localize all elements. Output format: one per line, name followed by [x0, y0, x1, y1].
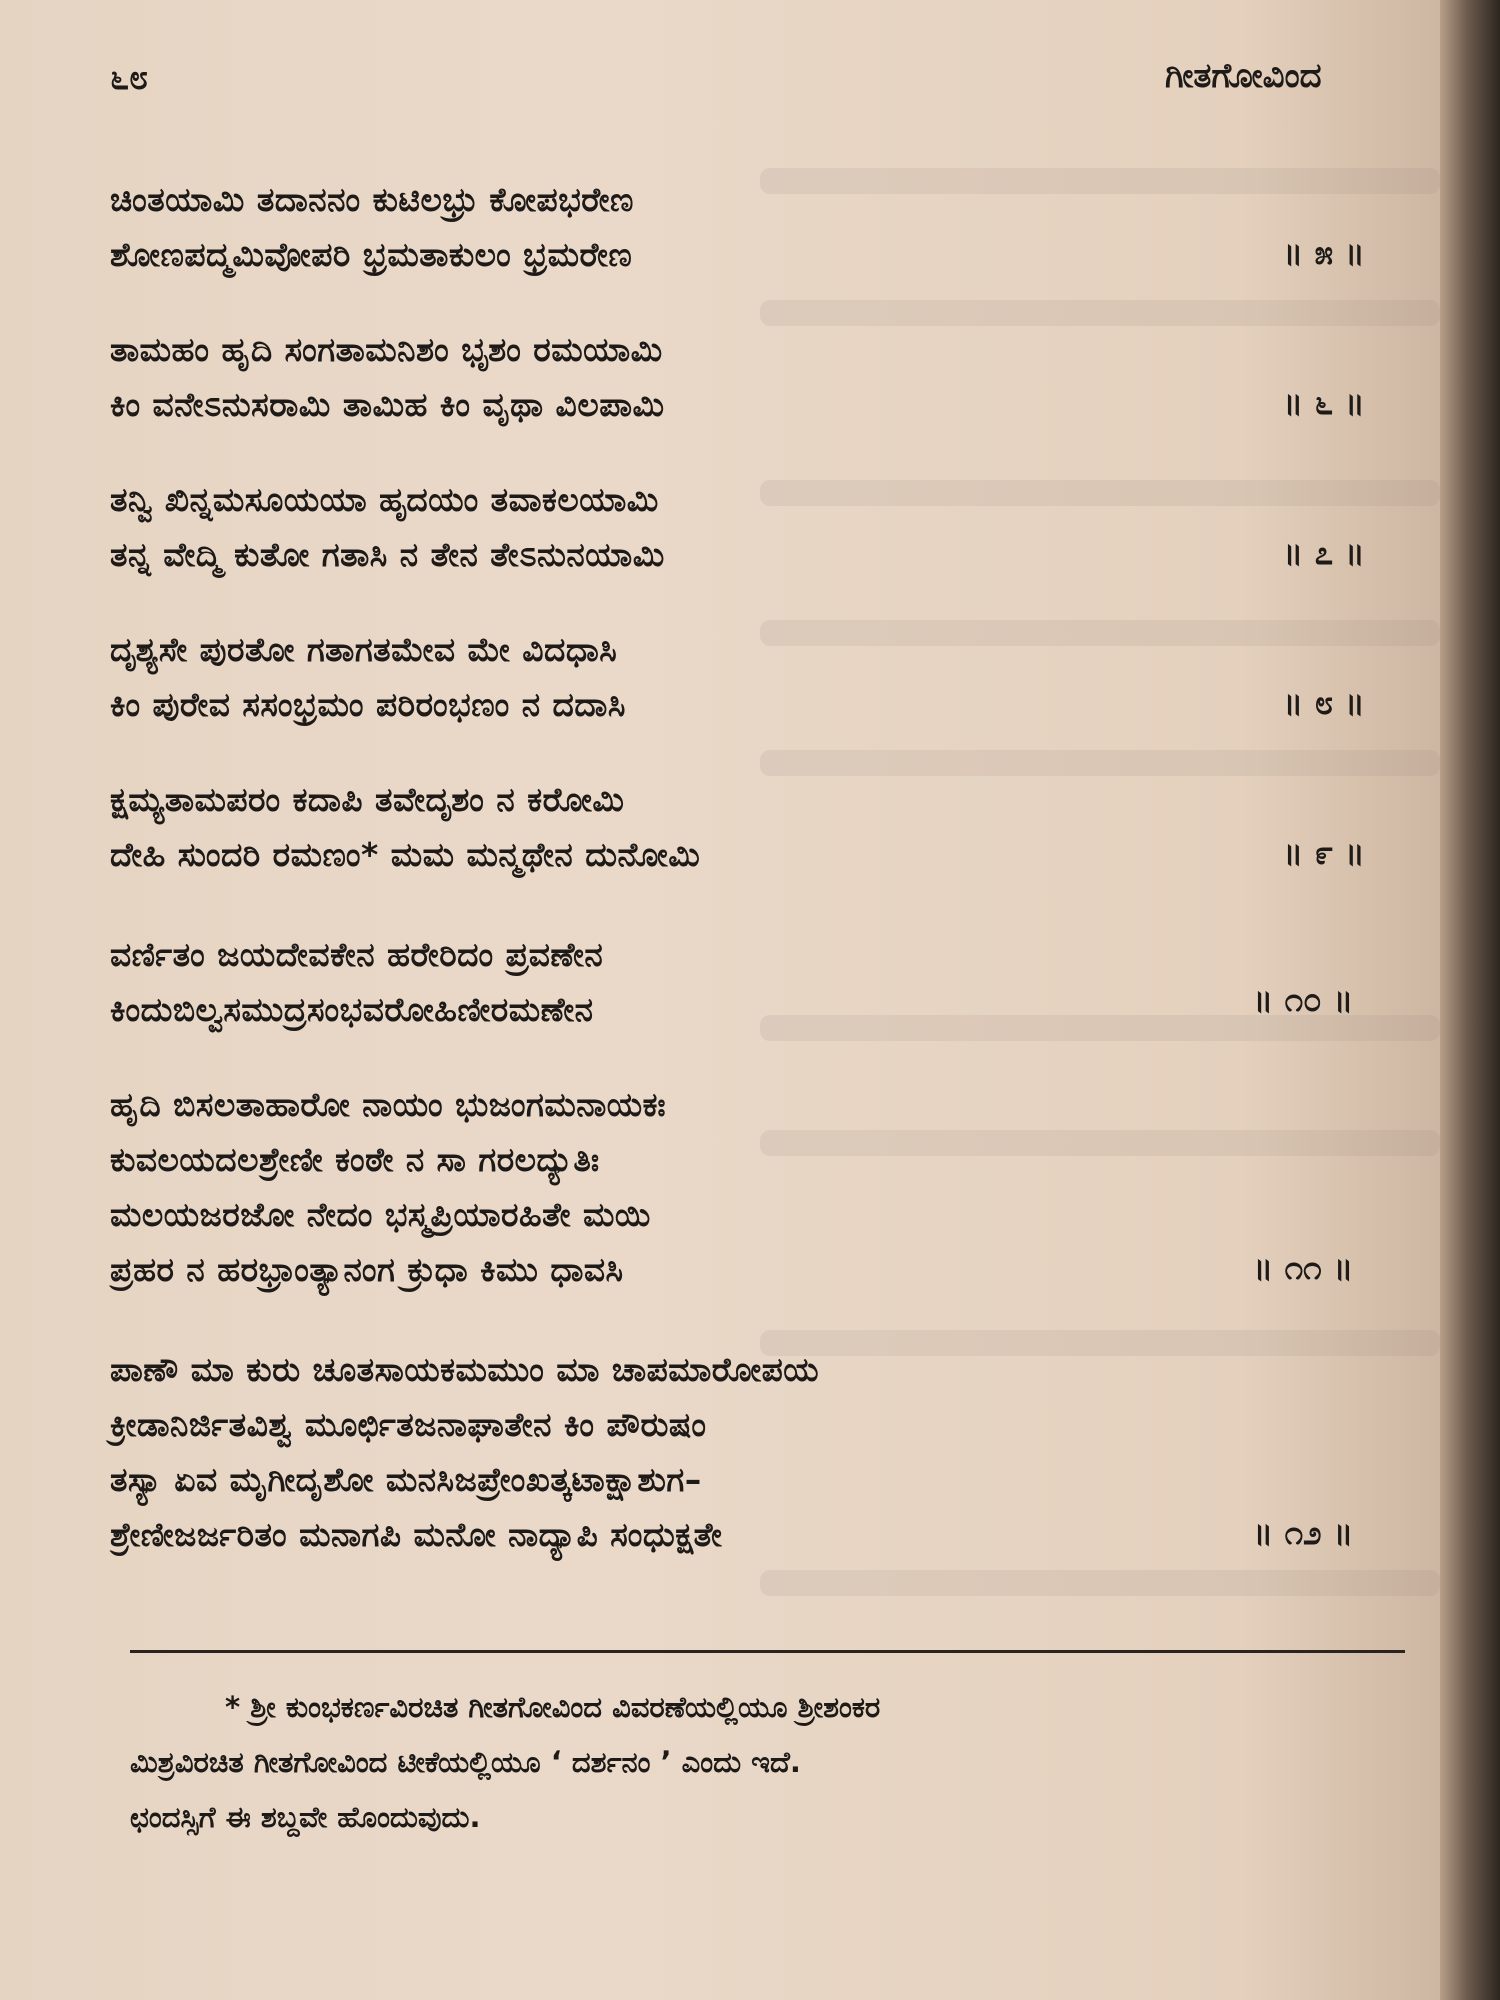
footnote-line: ಛಂದಸ್ಸಿಗೆ ಈ ಶಬ್ದವೇ ಹೊಂದುವುದು. — [130, 1800, 481, 1834]
verse-line: ಕುವಲಯದಲಶ್ರೇಣೀ ಕಂಠೇ ನ ಸಾ ಗರಲದ್ಯುತಿಃ — [110, 1140, 600, 1179]
verse-line: ದೇಹಿ ಸುಂದರಿ ರಮಣಂ* ಮಮ ಮನ್ಮಥೇನ ದುನೋಮಿ — [110, 835, 701, 874]
show-through-text — [760, 620, 1440, 646]
verse-line: ತನ್ನ ವೇದ್ಮಿ ಕುತೋ ಗತಾಸಿ ನ ತೇನ ತೇಽನುನಯಾಮಿ — [110, 535, 665, 574]
verse-line: ಹೃದಿ ಬಿಸಲತಾಹಾರೋ ನಾಯಂ ಭುಜಂಗಮನಾಯಕಃ — [110, 1085, 667, 1124]
show-through-text — [760, 300, 1440, 326]
verse-line: ತಸ್ಯಾ ಏವ ಮೃಗೀದೃಶೋ ಮನಸಿಜಪ್ರೇಂಖತ್ಕಟಾಕ್ಷಾಶುಗ– — [110, 1460, 702, 1499]
verse-line: ವರ್ಣಿತಂ ಜಯದೇವಕೇನ ಹರೇರಿದಂ ಪ್ರವಣೇನ — [110, 935, 604, 974]
verse-line: ಕಿಂದುಬಿಲ್ವಸಮುದ್ರಸಂಭವರೋಹಿಣೀರಮಣೇನ — [110, 990, 594, 1029]
footnote-line: * ಶ್ರೀ ಕುಂಭಕರ್ಣವಿರಚಿತ ಗೀತಗೋವಿಂದ ವಿವರಣೆಯಲ್ಲಿಯೂ ಶ್ರೀಶಂಕರ — [225, 1690, 881, 1724]
verse-line: ತನ್ವಿ ಖಿನ್ನಮಸೂಯಯಾ ಹೃದಯಂ ತವಾಕಲಯಾಮಿ — [110, 480, 659, 519]
verse-number: ॥ ೧೨ ॥ — [1253, 1513, 1354, 1552]
verse-line: ತಾಮಹಂ ಹೃದಿ ಸಂಗತಾಮನಿಶಂ ಭೃಶಂ ರಮಯಾಮಿ — [110, 330, 663, 369]
show-through-text — [760, 168, 1440, 194]
footnote-divider — [130, 1650, 1405, 1653]
verse-line: ಚಿಂತಯಾಮಿ ತದಾನನಂ ಕುಟಿಲಭ್ರು ಕೋಪಭರೇಣ — [110, 180, 634, 219]
show-through-text — [760, 1570, 1440, 1596]
show-through-text — [760, 1130, 1440, 1156]
verse-line: ಕಿಂ ಪುರೇವ ಸಸಂಭ್ರಮಂ ಪರಿರಂಭಣಂ ನ ದದಾಸಿ — [110, 685, 626, 724]
verse-line: ಕ್ರೀಡಾನಿರ್ಜಿತವಿಶ್ವ ಮೂರ್ಛಿತಜನಾಘಾತೇನ ಕಿಂ ಪೌರುಷಂ — [110, 1405, 707, 1444]
verse-line: ಕ್ಷಮ್ಯತಾಮಪರಂ ಕದಾಪಿ ತವೇದೃಶಂ ನ ಕರೋಮಿ — [110, 780, 625, 819]
book-spine-shadow — [1440, 0, 1500, 2000]
verse-number: ॥ ೫ ॥ — [1283, 233, 1365, 272]
verse-number: ॥ ೧೦ ॥ — [1253, 980, 1354, 1019]
verse-line: ಪ್ರಹರ ನ ಹರಭ್ರಾಂತ್ಯಾನಂಗ ಕ್ರುಧಾ ಕಿಮು ಧಾವಸಿ — [110, 1250, 624, 1289]
verse-number: ॥ ೯ ॥ — [1283, 833, 1365, 872]
verse-number: ॥ ೬ ॥ — [1283, 383, 1365, 422]
show-through-text — [760, 1330, 1440, 1356]
verse-number: ॥ ೮ ॥ — [1283, 683, 1365, 722]
verse-number: ॥ ೭ ॥ — [1283, 533, 1365, 572]
verse-number: ॥ ೧೧ ॥ — [1253, 1248, 1354, 1287]
show-through-text — [760, 480, 1440, 506]
footnote-line: ಮಿಶ್ರವಿರಚಿತ ಗೀತಗೋವಿಂದ ಟೀಕೆಯಲ್ಲಿಯೂ ‘ ದರ್ಶನಂ ’ ಎಂದು ಇದೆ. — [130, 1745, 801, 1779]
show-through-text — [760, 750, 1440, 776]
verse-line: ಪಾಣೌ ಮಾ ಕುರು ಚೂತಸಾಯಕಮಮುಂ ಮಾ ಚಾಪಮಾರೋಪಯ — [110, 1350, 820, 1389]
page-number: ೬೮ — [110, 58, 149, 98]
verse-line: ಶೋಣಪದ್ಮಮಿವೋಪರಿ ಭ್ರಮತಾಕುಲಂ ಭ್ರಮರೇಣ — [110, 235, 633, 274]
verse-line: ಕಿಂ ವನೇಽನುಸರಾಮಿ ತಾಮಿಹ ಕಿಂ ವೃಥಾ ವಿಲಪಾಮಿ — [110, 385, 665, 424]
verse-line: ಶ್ರೇಣೀಜರ್ಜರಿತಂ ಮನಾಗಪಿ ಮನೋ ನಾದ್ಯಾಪಿ ಸಂಧುಕ್ಷತೇ — [110, 1515, 723, 1554]
verse-line: ದೃಶ್ಯಸೇ ಪುರತೋ ಗತಾಗತಮೇವ ಮೇ ವಿದಧಾಸಿ — [110, 630, 618, 669]
verse-line: ಮಲಯಜರಜೋ ನೇದಂ ಭಸ್ಮಪ್ರಿಯಾರಹಿತೇ ಮಯಿ — [110, 1195, 651, 1234]
running-title: ಗೀತಗೋವಿಂದ — [1165, 56, 1322, 96]
